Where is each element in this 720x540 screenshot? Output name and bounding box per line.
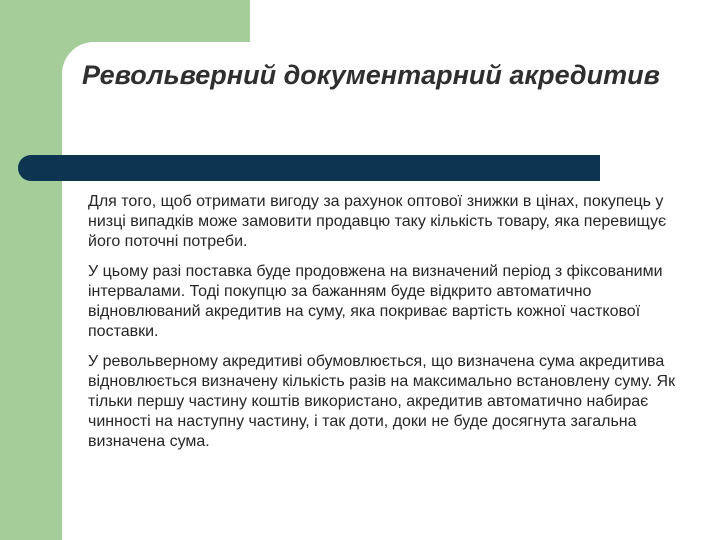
paragraph-2: У цьому разі поставка буде продовжена на визначений період з фіксованими інтервалами. Тоді покупцю за бажанням буде відкрито автоматично відновлюваний акредитив на суму, яка покриває вартість кожної часткової поставки. — [88, 263, 663, 340]
slide-body — [88, 192, 688, 462]
slide-title: Револьверний документарний акредитив — [82, 60, 660, 90]
paragraph-3: У револьверному акредитиві обумовлюється, що визначена сума акредитива відновлюється визначену кількість разів на максимально встановлену суму. Як тільки першу частину коштів використано, акредитив автоматично набирає чинності на наступну частину, і так доти, доки не буде досягнута загальна визначена сума. — [88, 353, 676, 450]
decorative-green-strip — [0, 0, 62, 540]
paragraph-1: Для того, щоб отримати вигоду за рахунок оптової знижки в цінах, покупець у низці випадків може замовити продавцю таку кількість товару, яка перевищує його поточні потреби. — [88, 193, 667, 250]
title-divider-bar — [18, 155, 600, 181]
